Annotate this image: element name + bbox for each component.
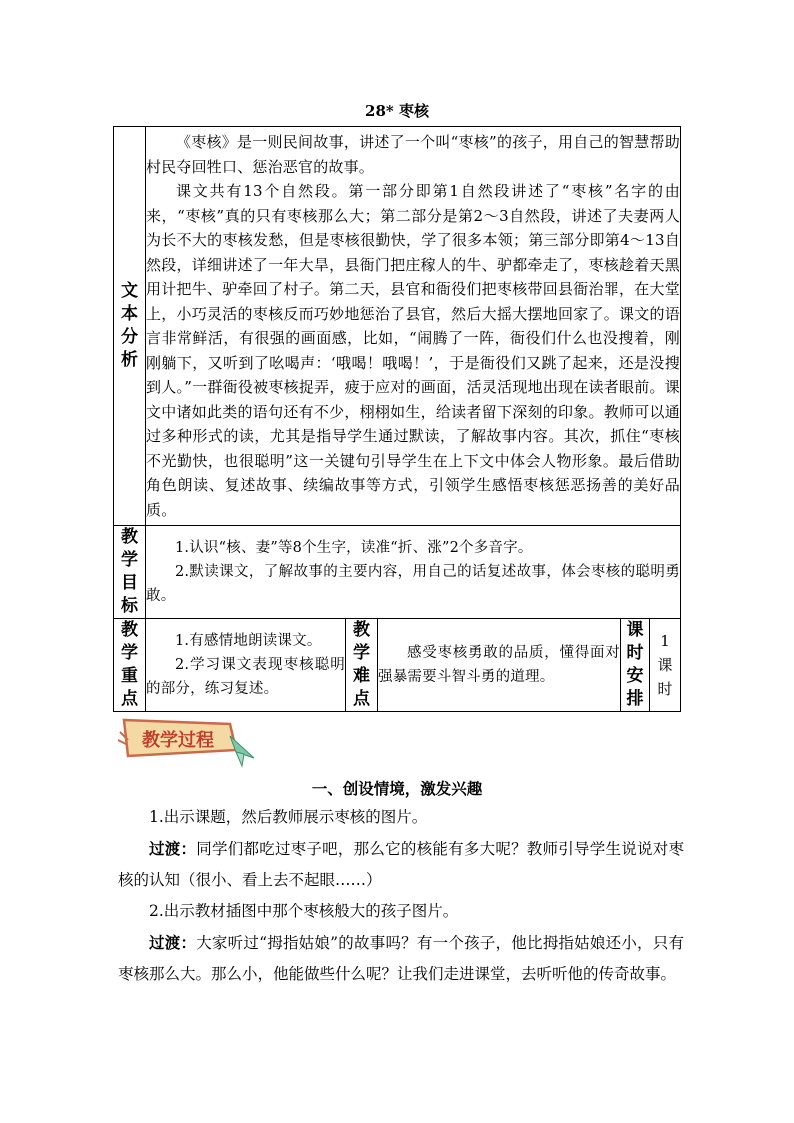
goal-item: 1.认识“核、妻”等8个生字，读准“折、涨”2个多音字。 xyxy=(175,540,533,556)
focus-row xyxy=(114,619,681,712)
analysis-row xyxy=(114,127,681,526)
analysis-label: 文 本 分 析 xyxy=(114,127,146,526)
teaching-process-badge xyxy=(118,710,258,770)
badge-graphic xyxy=(118,710,258,770)
process-step: 1.出示课题，然后教师展示枣核的图片。 xyxy=(149,808,428,826)
transition-keyword: 过渡： xyxy=(149,933,197,952)
goals-label: 教 学 目 标 xyxy=(114,526,146,619)
page-title: 28* 枣核 xyxy=(365,102,429,120)
difficulty-text: 感受枣核勇敢的品质，懂得面对强暴需要斗智斗勇的道理。 xyxy=(378,619,621,712)
transition-text: 同学们都吃过枣子吧，那么它的核能有多大呢？教师引导学生说说对枣核的认知（很小、看上去不起眼……） xyxy=(118,840,684,889)
transition-text: 大家听过“拇指姑娘”的故事吗？有一个孩子，他比拇指姑娘还小，只有枣核那么大。那么小，他能做些什么呢？让我们走进课堂，去听听他的传奇故事。 xyxy=(118,934,684,983)
goals-text xyxy=(146,526,681,619)
focus-item: 2.学习课文表现枣核聪明的部分，练习复述。 xyxy=(146,657,345,697)
goal-item: 2.默读课文，了解故事的主要内容，用自己的话复述故事，体会枣核的聪明勇敢。 xyxy=(146,564,680,604)
analysis-paragraph: 课文共有13个自然段。第一部分即第1自然段讲述了“枣核”名字的由来，“枣核”真的只有枣核那么大；第二部分是第2～3自然段，讲述了夫妻两人为长不大的枣核发愁，但是枣核很勤快，学了很多本领；第三部分即第4～13自然段，详细讲述了一年大旱，县衙门把庄稼人的牛、驴都牵走了，枣核趁着天黑用计把牛、驴牵回了村子。第二天，县官和衙役们把枣核带回县衙治罪，在大堂上，小巧灵活的枣核反而巧妙地惩治了县官，然后大摇大摆地回家了。课文的语言非常鲜活，有很强的画面感，比如，“闹腾了一阵，衙役们什么也没搜着，刚刚躺下，又听到了吆喝声：‘哦喝！哦喝！’，于是衙役们又跳了起来，还是没搜到人。”一群衙役被枣核捉弄，疲于应对的画面，活灵活现地出现在读者眼前。课文中诸如此类的语句还有不少，栩栩如生，给读者留下深刻的印象。教师可以通过多种形式的读，尤其是指导学生通过默读，了解故事内容。其次，抓住“枣核不光勤快，也很聪明”这一关键句引导学生在上下文中体会人物形象。最后借助角色朗读、复述故事、续编故事等方式，引领学生感悟枣核惩恶扬善的美好品质。 xyxy=(146,182,680,519)
process-transition xyxy=(118,833,684,896)
focus-item: 1.有感情地朗读课文。 xyxy=(175,633,322,649)
process-transition xyxy=(118,927,684,990)
focus-text xyxy=(146,619,346,712)
lesson-plan-table xyxy=(113,126,681,712)
schedule-value: 1 课 时 xyxy=(650,619,681,712)
badge-text: 教学过程 xyxy=(142,730,214,751)
process-content xyxy=(118,802,684,990)
paper-plane-tail xyxy=(236,752,244,766)
goals-row xyxy=(114,526,681,619)
difficulty-label: 教 学 难 点 xyxy=(346,619,378,712)
schedule-label: 课 时 安 排 xyxy=(621,619,650,712)
analysis-paragraph: 《枣核》是一则民间故事，讲述了一个叫“枣核”的孩子，用自己的智慧帮助村民夺回牲口、惩治恶官的故事。 xyxy=(146,133,680,176)
section-heading: 一、创设情境，激发兴趣 xyxy=(311,779,483,798)
analysis-text xyxy=(146,127,681,526)
transition-keyword: 过渡： xyxy=(149,839,197,858)
process-step: 2.出示教材插图中那个枣核般大的孩子图片。 xyxy=(149,902,459,920)
focus-label: 教 学 重 点 xyxy=(114,619,146,712)
